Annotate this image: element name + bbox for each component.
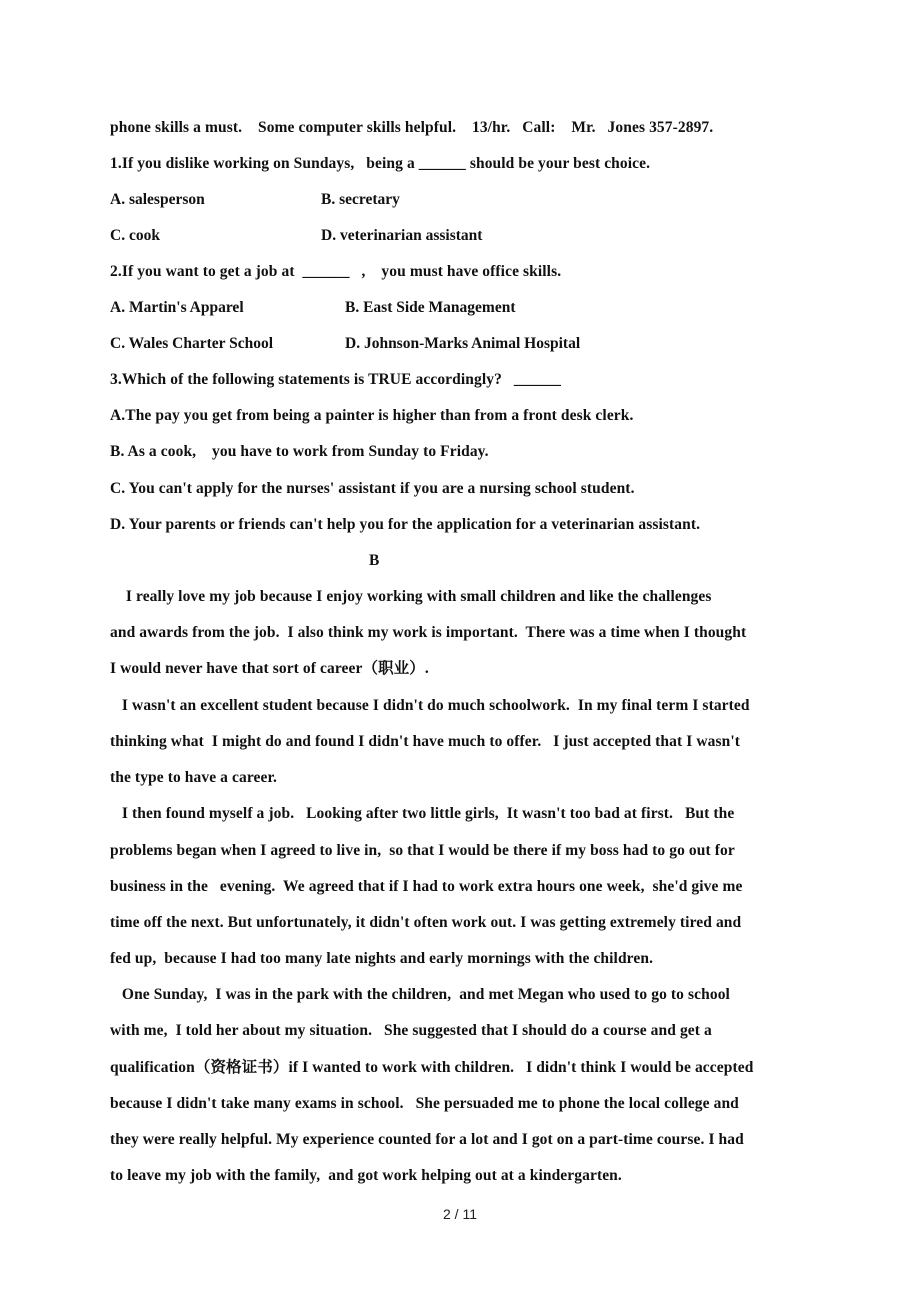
passage-line: I wasn't an excellent student because I didn't do much schoolwork. In my final term I started xyxy=(110,697,750,714)
ad-tail-text: phone skills a must. Some computer skills helpful. 13/hr. Call: Mr. Jones 357-2897. xyxy=(110,119,714,136)
passage-line: time off the next. But unfortunately, it didn't often work out. I was getting extremely tired and xyxy=(110,914,742,931)
passage-line: fed up, because I had too many late nights and early mornings with the children. xyxy=(110,950,654,967)
passage-line: business in the evening. We agreed that if I had to work extra hours one week, she'd give me xyxy=(110,878,743,895)
passage-line: problems began when I agreed to live in, so that I would be there if my boss had to go out for xyxy=(110,842,735,859)
question-2-option-a: A. Martin's Apparel xyxy=(110,299,244,316)
passage-line: I really love my job because I enjoy working with small children and like the challenges xyxy=(110,588,712,605)
question-3-option-c: C. You can't apply for the nurses' assistant if you are a nursing school student. xyxy=(110,480,635,497)
passage-line: with me, I told her about my situation. She suggested that I should do a course and get a xyxy=(110,1022,712,1039)
question-2-option-c: C. Wales Charter School xyxy=(110,335,274,352)
question-3-option-d: D. Your parents or friends can't help you for the application for a veterinarian assistant. xyxy=(110,516,701,533)
question-3-option-b: B. As a cook, you have to work from Sunday to Friday. xyxy=(110,443,489,460)
question-3-option-a: A.The pay you get from being a painter is higher than from a front desk clerk. xyxy=(110,407,634,424)
question-2-option-b: B. East Side Management xyxy=(345,299,516,316)
passage-line: and awards from the job. I also think my work is important. There was a time when I thought xyxy=(110,624,747,641)
passage-line: to leave my job with the family, and got work helping out at a kindergarten. xyxy=(110,1167,622,1184)
passage-line: One Sunday, I was in the park with the children, and met Megan who used to go to school xyxy=(110,986,730,1003)
section-heading: B xyxy=(369,552,380,569)
passage-line: I would never have that sort of career（职业）. xyxy=(110,660,429,677)
passage-line: qualification（资格证书）if I wanted to work with children. I didn't think I would be accepted xyxy=(110,1059,754,1076)
passage-line: they were really helpful. My experience counted for a lot and I got on a part-time course. I had xyxy=(110,1131,744,1148)
question-1-stem: 1.If you dislike working on Sundays, being a ______ should be your best choice. xyxy=(110,155,651,172)
question-1-option-a: A. salesperson xyxy=(110,191,205,208)
passage-line: thinking what I might do and found I didn't have much to offer. I just accepted that I wasn't xyxy=(110,733,740,750)
passage-line: the type to have a career. xyxy=(110,769,278,786)
question-1-option-b: B. secretary xyxy=(321,191,400,208)
passage-line: I then found myself a job. Looking after two little girls, It wasn't too bad at first. But the xyxy=(110,805,735,822)
question-2-option-d: D. Johnson-Marks Animal Hospital xyxy=(345,335,581,352)
question-1-option-d: D. veterinarian assistant xyxy=(321,227,483,244)
question-3-stem: 3.Which of the following statements is TRUE accordingly? ______ xyxy=(110,371,561,388)
passage-line: because I didn't take many exams in school. She persuaded me to phone the local college and xyxy=(110,1095,739,1112)
question-1-option-c: C. cook xyxy=(110,227,160,244)
page-number: 2 / 11 xyxy=(443,1206,477,1222)
question-2-stem: 2.If you want to get a job at ______ , you must have office skills. xyxy=(110,263,562,280)
